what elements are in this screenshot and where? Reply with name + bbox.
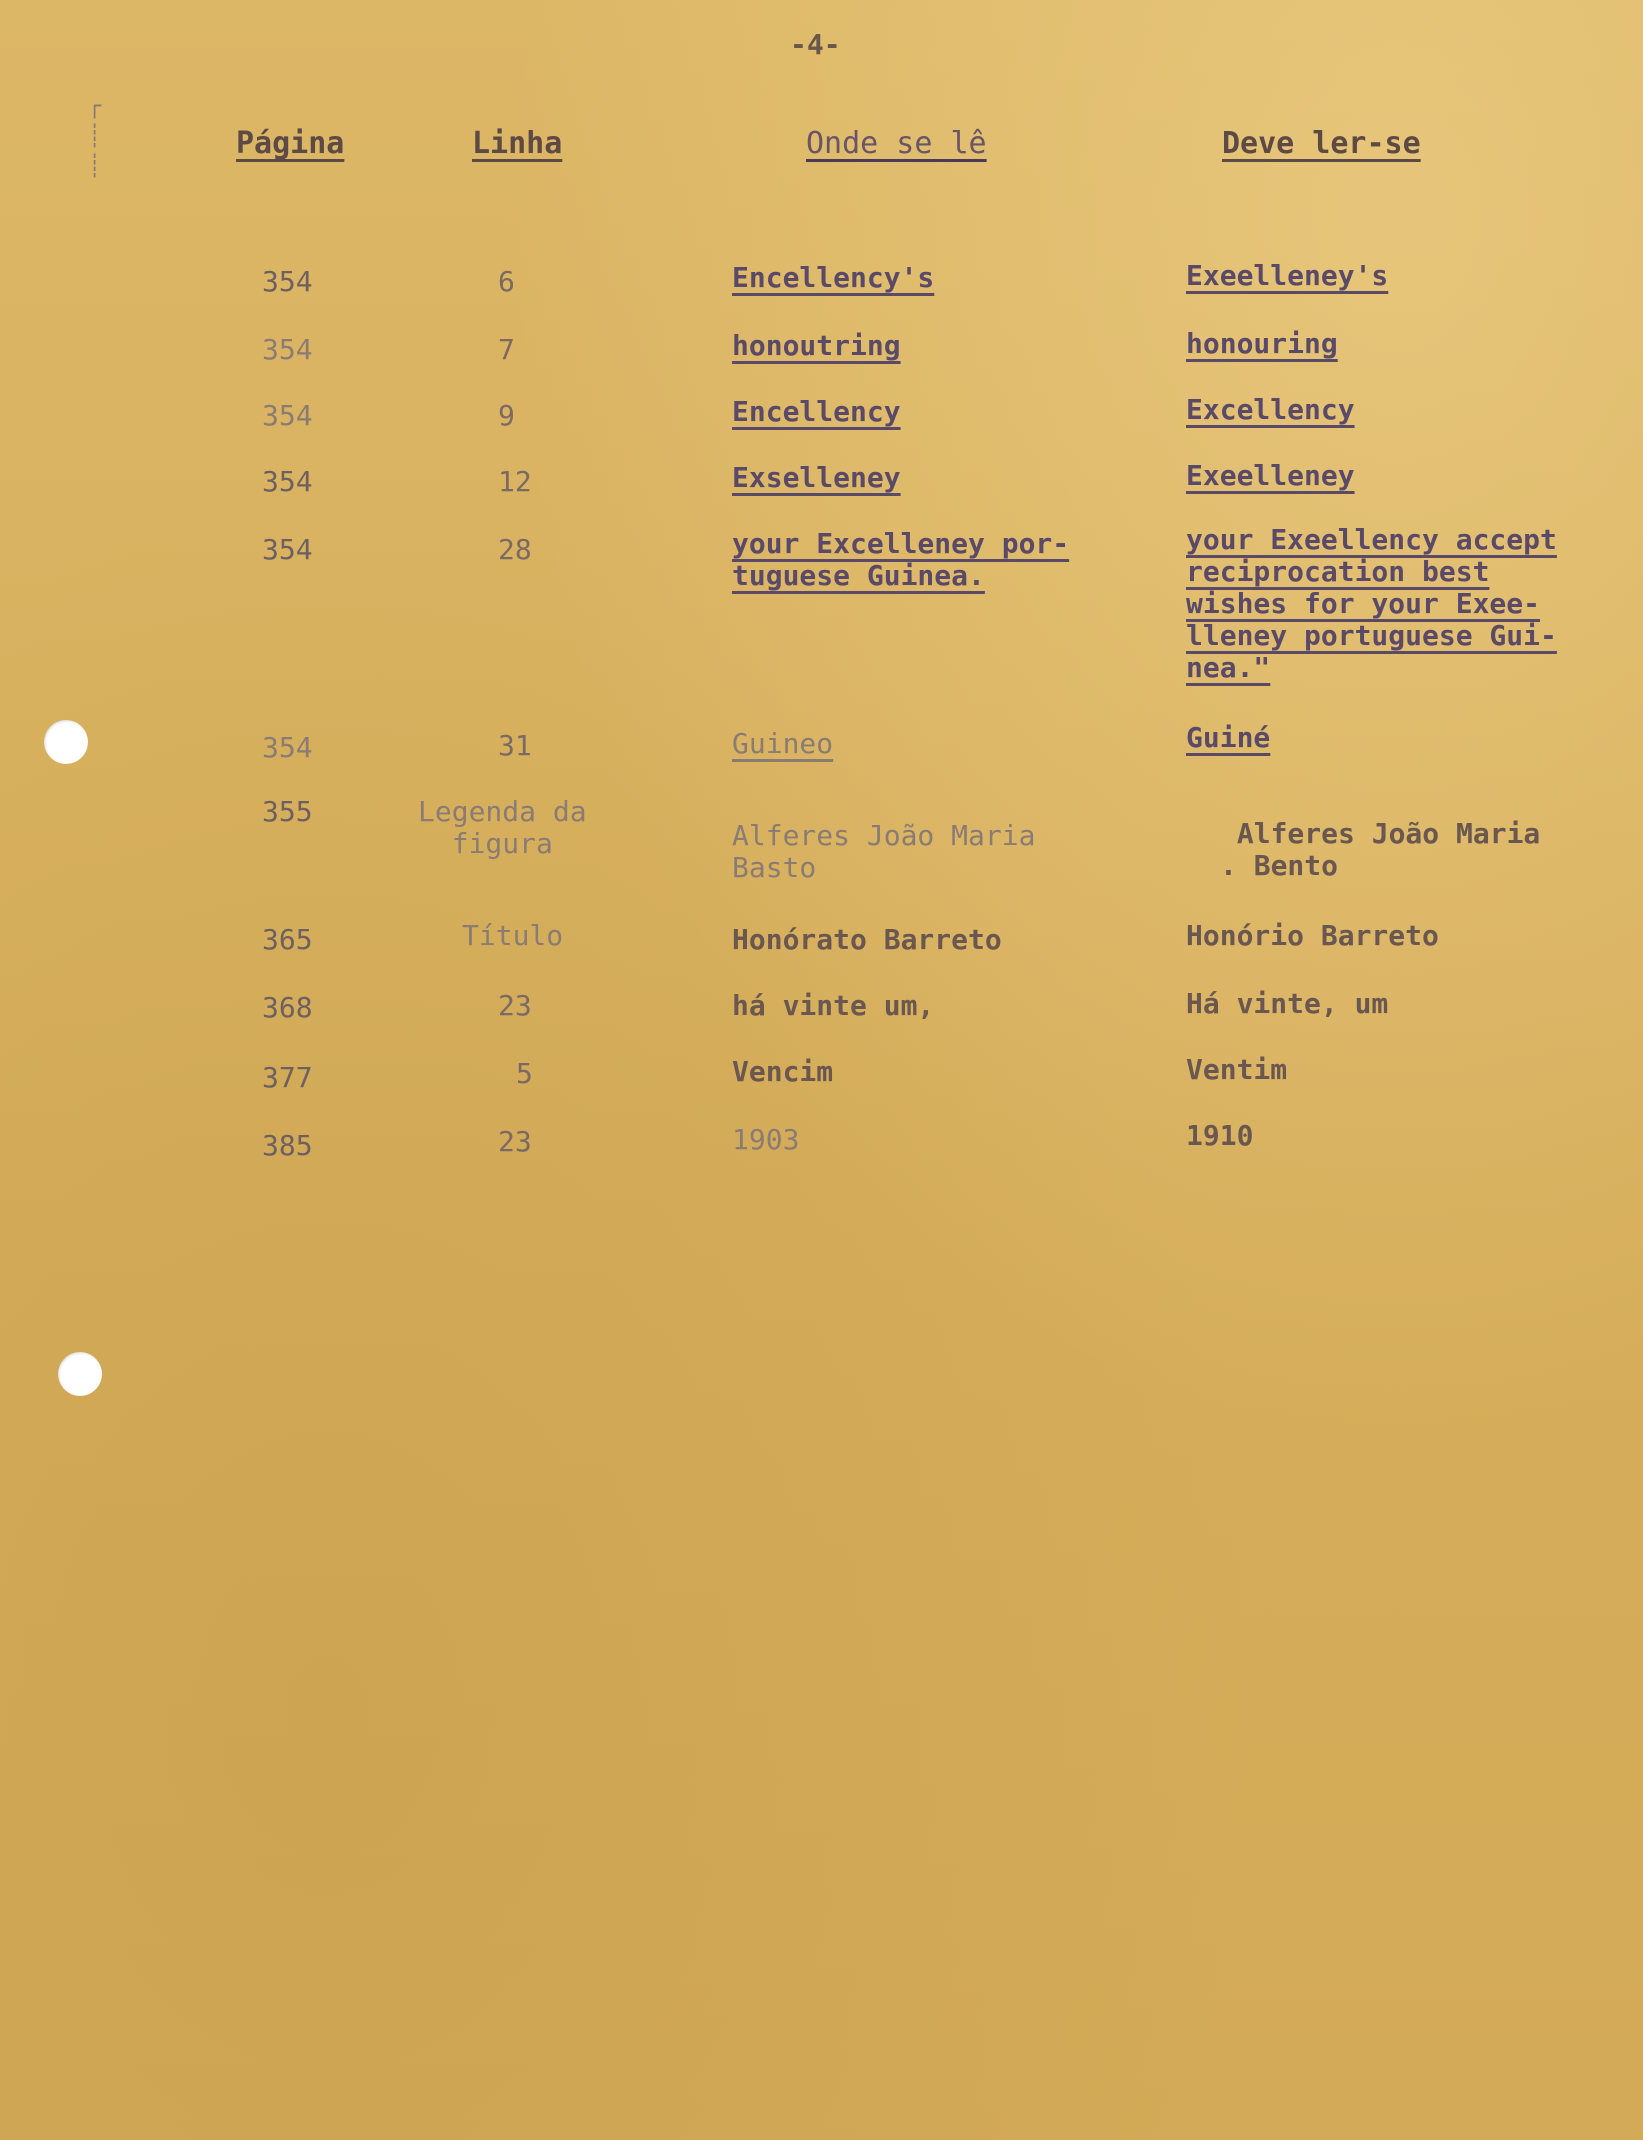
row-deve-ler-se: Honório Barreto	[1186, 919, 1439, 952]
header-linha: Linha	[472, 126, 563, 161]
row-onde-se-le: há vinte um,	[732, 989, 935, 1022]
row-deve-ler-se: Há vinte, um	[1186, 987, 1389, 1020]
row-pagina: 377	[262, 1061, 313, 1094]
row-pagina: 354	[262, 333, 313, 366]
row-pagina: 354	[262, 731, 313, 764]
header-deve-ler-se: Deve ler-se	[1222, 126, 1421, 161]
row-onde-se-le: Alferes João Maria Basto	[732, 819, 1036, 884]
row-pagina: 365	[262, 923, 313, 956]
row-linha: 7	[498, 333, 515, 366]
row-deve-ler-se: Guiné	[1186, 721, 1271, 754]
row-linha: Legenda da figura	[418, 795, 587, 860]
row-pagina: 354	[262, 399, 313, 432]
row-onde-se-le: 1903	[732, 1123, 800, 1156]
row-pagina: 385	[262, 1129, 313, 1162]
margin-mark: ┌ ┊ ┊	[88, 94, 102, 179]
row-pagina: 354	[262, 533, 313, 566]
row-linha: 28	[498, 533, 532, 566]
row-onde-se-le: Encellency's	[732, 261, 935, 294]
row-deve-ler-se: Ventim	[1186, 1053, 1288, 1086]
row-linha: Título	[462, 919, 564, 952]
row-linha: 6	[498, 265, 515, 298]
row-onde-se-le: Honórato Barreto	[732, 923, 1002, 956]
row-deve-ler-se: Excellency	[1186, 393, 1355, 426]
row-onde-se-le: honoutring	[732, 329, 901, 362]
row-pagina: 355	[262, 795, 313, 828]
row-pagina: 368	[262, 991, 313, 1024]
punch-hole-top	[44, 720, 88, 764]
row-linha: 23	[498, 989, 532, 1022]
row-deve-ler-se: Exeelleney's	[1186, 259, 1389, 292]
row-linha: 9	[498, 399, 515, 432]
row-linha: 23	[498, 1125, 532, 1158]
row-linha: 12	[498, 465, 532, 498]
row-deve-ler-se: 1910	[1186, 1119, 1254, 1152]
row-onde-se-le: Guineo	[732, 727, 834, 760]
row-deve-ler-se: your Exeellency accept reciprocation best wishes for your Exee- lleney portuguese Gui- nea."	[1186, 523, 1557, 684]
header-onde-se-le: Onde se lê	[806, 126, 987, 161]
row-pagina: 354	[262, 465, 313, 498]
row-onde-se-le: Vencim	[732, 1055, 834, 1088]
page-number: -4-	[790, 28, 841, 61]
row-onde-se-le: Encellency	[732, 395, 901, 428]
row-onde-se-le: Exselleney	[732, 461, 901, 494]
punch-hole-bottom	[58, 1352, 102, 1396]
row-deve-ler-se: honouring	[1186, 327, 1338, 360]
header-pagina: Página	[236, 126, 345, 161]
row-deve-ler-se: Exeelleney	[1186, 459, 1355, 492]
row-linha: 31	[498, 729, 532, 762]
row-onde-se-le: your Excelleney por- tuguese Guinea.	[732, 527, 1070, 592]
row-deve-ler-se: Alferes João Maria . Bento	[1220, 817, 1541, 882]
row-linha: 5	[516, 1057, 533, 1090]
row-pagina: 354	[262, 265, 313, 298]
